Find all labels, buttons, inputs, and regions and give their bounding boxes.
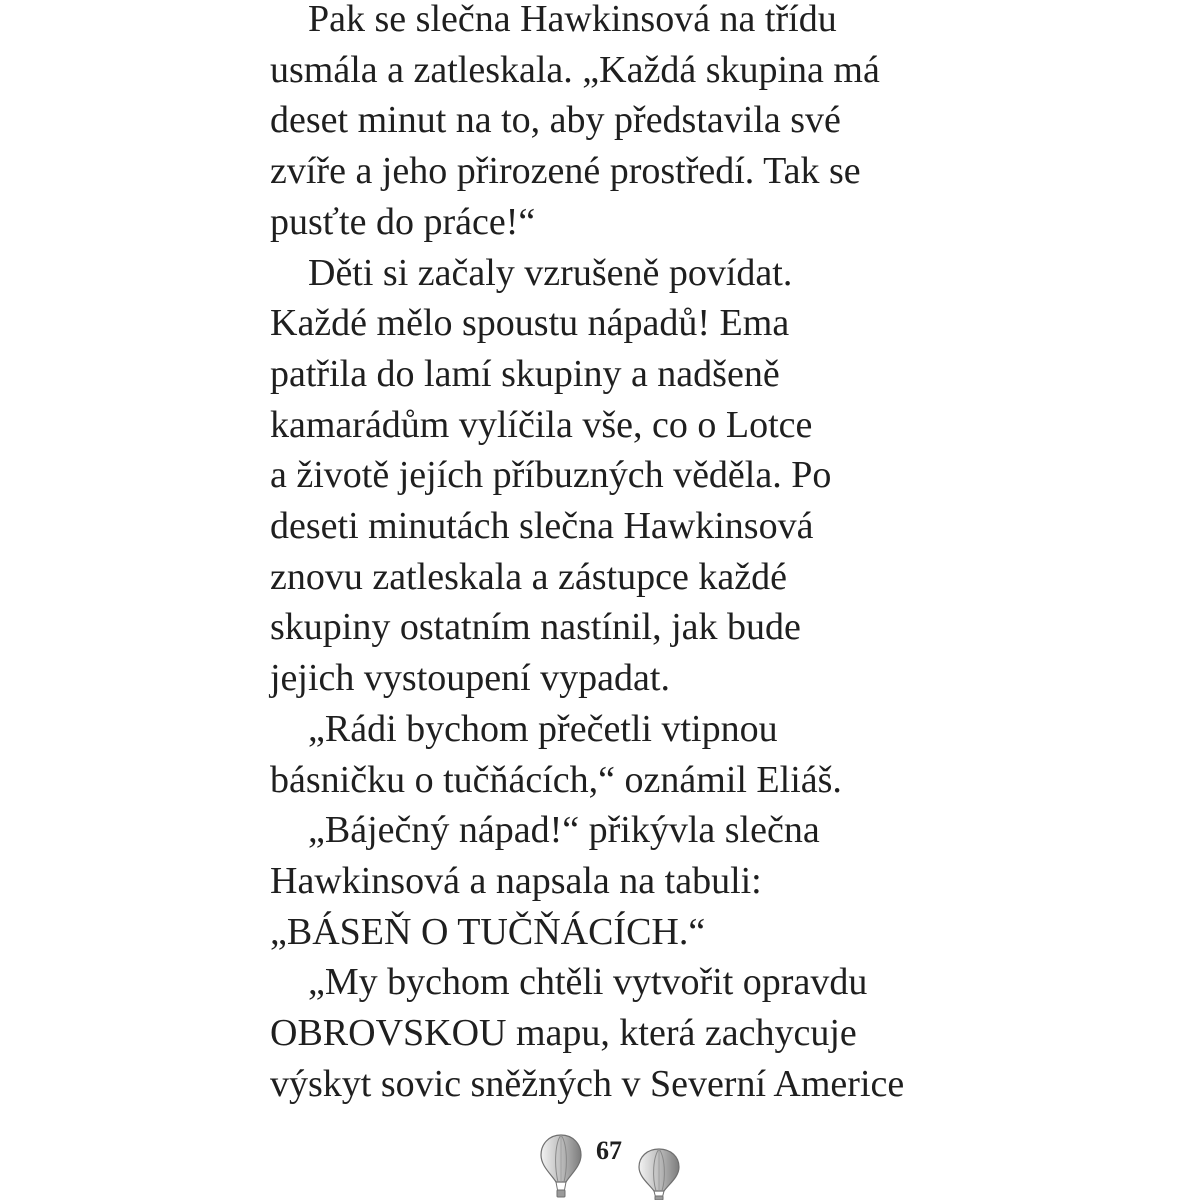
text-line: jejich vystoupení vypadat.	[270, 657, 670, 700]
text-line: Hawkinsová a napsala na tabuli:	[270, 859, 762, 902]
text-line: „BÁSEŇ O TUČŇÁCÍCH.“	[270, 910, 706, 953]
hot-air-balloon-icon	[637, 1147, 681, 1200]
text-line: Děti si začaly vzrušeně povídat.	[308, 251, 793, 294]
hot-air-balloon-icon	[539, 1133, 583, 1199]
text-line: deseti minutách slečna Hawkinsová	[270, 505, 814, 548]
text-line: básničku o tučňácích,“ oznámil Eliáš.	[270, 758, 842, 801]
text-line: „Rádi bychom přečetli vtipnou	[308, 707, 778, 750]
text-line: „My bychom chtěli vytvořit opravdu	[308, 961, 868, 1004]
text-line: kamarádům vylíčila vše, co o Lotce	[270, 403, 813, 446]
text-line: znovu zatleskala a zástupce každé	[270, 555, 787, 598]
text-line: patřila do lamí skupiny a nadšeně	[270, 352, 780, 395]
text-line: a životě jejích příbuzných věděla. Po	[270, 454, 832, 497]
text-line: Každé mělo spoustu nápadů! Ema	[270, 302, 790, 345]
body-text	[270, 0, 970, 1109]
text-line: usmála a zatleskala. „Každá skupina má	[270, 48, 880, 91]
text-line: zvíře a jeho přirozené prostředí. Tak se	[270, 150, 861, 193]
text-line: skupiny ostatním nastínil, jak bude	[270, 606, 801, 649]
text-line: Pak se slečna Hawkinsová na třídu	[308, 0, 837, 40]
page-number: 67	[596, 1136, 622, 1165]
text-line: deset minut na to, aby představila své	[270, 99, 841, 142]
text-line: pusťte do práce!“	[270, 200, 536, 243]
text-line: OBROVSKOU mapu, která zachycuje	[270, 1012, 857, 1055]
text-line: výskyt sovic sněžných v Severní Americe	[270, 1062, 905, 1105]
text-line: „Báječný nápad!“ přikývla slečna	[308, 809, 820, 852]
